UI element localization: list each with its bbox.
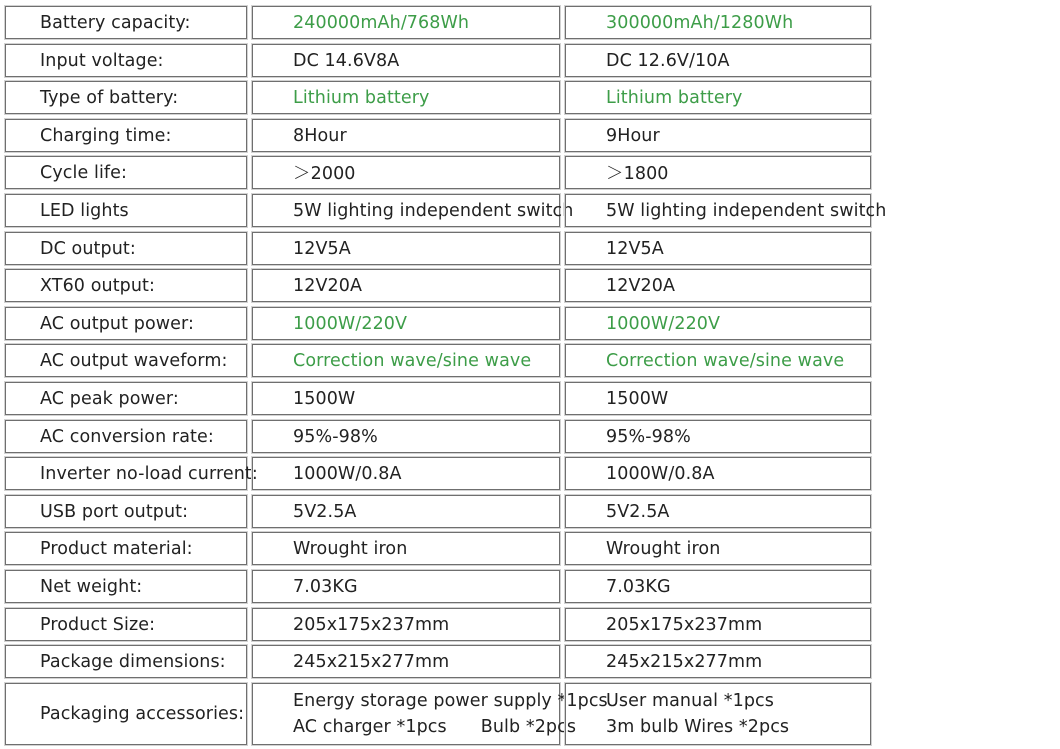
spec-value-model-b: 95%-98% [565,420,871,453]
spec-value-model-a: 5W lighting independent switch [252,194,560,227]
spec-label: USB port output: [5,495,247,528]
spec-value-model-b: DC 12.6V/10A [565,44,871,77]
spec-value-model-a: Correction wave/sine wave [252,344,560,377]
table-row [0,570,1060,603]
spec-label: Type of battery: [5,81,247,114]
accessories-line: User manual *1pcs [606,691,774,711]
spec-label: Input voltage: [5,44,247,77]
table-row [0,532,1060,565]
table-row [0,156,1060,189]
spec-label: Cycle life: [5,156,247,189]
spec-label: AC conversion rate: [5,420,247,453]
spec-value-model-b: Wrought iron [565,532,871,565]
spec-value-model-b: 1500W [565,382,871,415]
spec-label: XT60 output: [5,269,247,302]
table-row [0,44,1060,77]
spec-value-model-b: 5W lighting independent switch [565,194,871,227]
spec-value-model-a: 12V20A [252,269,560,302]
spec-label: LED lights [5,194,247,227]
spec-value-model-a: 205x175x237mm [252,608,560,641]
spec-label: Product material: [5,532,247,565]
spec-value-model-a: Wrought iron [252,532,560,565]
spec-value-model-a: Lithium battery [252,81,560,114]
table-row [0,6,1060,39]
spec-value-model-b: Correction wave/sine wave [565,344,871,377]
spec-value-model-b: 1000W/220V [565,307,871,340]
spec-label: Charging time: [5,119,247,152]
spec-value-model-a: 5V2.5A [252,495,560,528]
spec-value-model-b: 12V20A [565,269,871,302]
table-row [0,495,1060,528]
spec-value-model-a: 245x215x277mm [252,645,560,678]
spec-value-model-a: 7.03KG [252,570,560,603]
spec-label: DC output: [5,232,247,265]
spec-label: Battery capacity: [5,6,247,39]
table-row [0,232,1060,265]
spec-value-model-b: 1000W/0.8A [565,457,871,490]
accessories-line: AC charger *1pcs Bulb *2pcs [293,717,577,737]
table-row [0,344,1060,377]
spec-value-model-a: 240000mAh/768Wh [252,6,560,39]
spec-value-model-a: ＞2000 [252,156,560,189]
spec-value-model-b: ＞1800 [565,156,871,189]
spec-label: AC output waveform: [5,344,247,377]
accessories-line: Energy storage power supply *1pcs [293,691,608,711]
spec-value-model-b: 205x175x237mm [565,608,871,641]
spec-label: Product Size: [5,608,247,641]
spec-label: Inverter no-load current: [5,457,247,490]
spec-value-model-b: 300000mAh/1280Wh [565,6,871,39]
spec-value-model-b: 9Hour [565,119,871,152]
spec-value-model-a: 1000W/0.8A [252,457,560,490]
accessories-line: 3m bulb Wires *2pcs [606,717,790,737]
spec-value-model-b: 245x215x277mm [565,645,871,678]
accessories-cell-b [565,683,871,745]
spec-value-model-b: Lithium battery [565,81,871,114]
table-row [0,420,1060,453]
spec-label: AC peak power: [5,382,247,415]
spec-value-model-a: 8Hour [252,119,560,152]
accessories-cell-a [252,683,608,745]
spec-value-model-a: 1000W/220V [252,307,560,340]
table-row [0,81,1060,114]
spec-label: AC output power: [5,307,247,340]
table-row [0,608,1060,641]
spec-label: Net weight: [5,570,247,603]
spec-value-model-b: 5V2.5A [565,495,871,528]
table-row [0,119,1060,152]
table-row [0,382,1060,415]
spec-value-model-a: 12V5A [252,232,560,265]
table-row [0,194,1060,227]
table-row [0,269,1060,302]
spec-value-model-a: DC 14.6V8A [252,44,560,77]
spec-label: Package dimensions: [5,645,247,678]
spec-label: Packaging accessories: [5,683,247,745]
spec-value-model-a: 95%-98% [252,420,560,453]
table-row [0,307,1060,340]
spec-value-model-b: 12V5A [565,232,871,265]
spec-value-model-a: 1500W [252,382,560,415]
table-row [0,457,1060,490]
table-row-packaging-accessories [0,683,1060,745]
table-row [0,645,1060,678]
spec-value-model-b: 7.03KG [565,570,871,603]
